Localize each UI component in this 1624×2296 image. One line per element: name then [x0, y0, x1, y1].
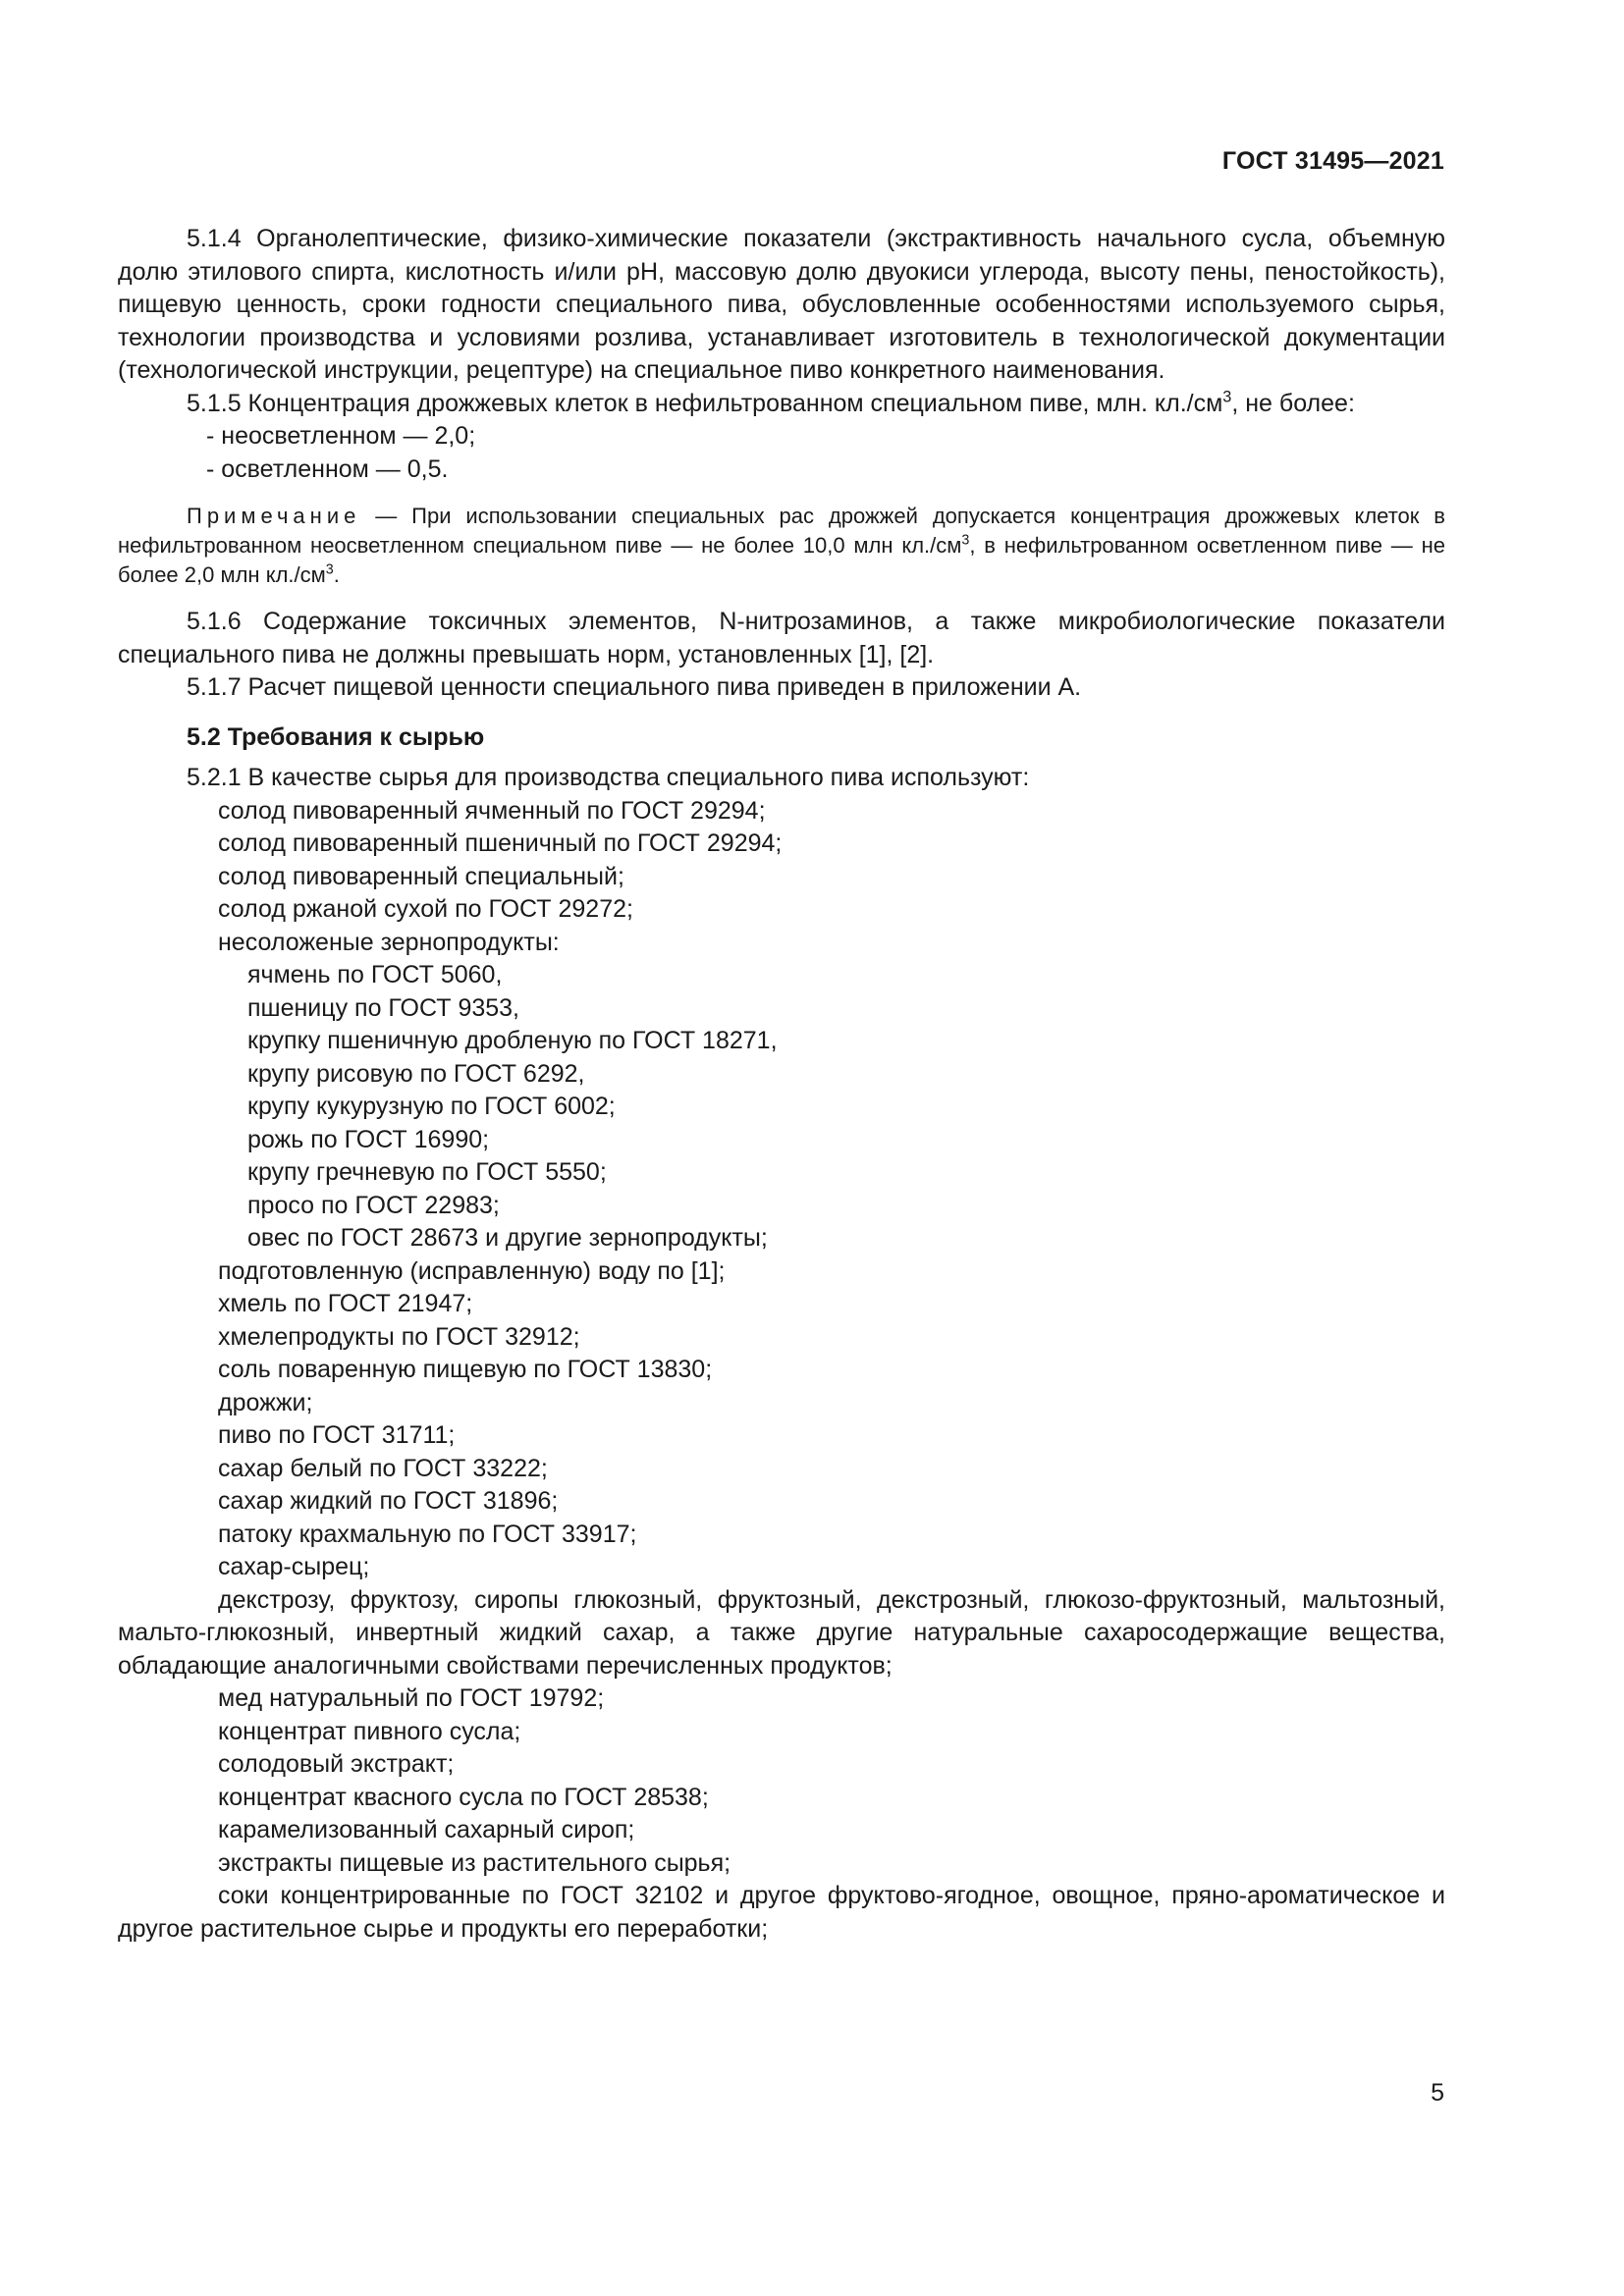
list-item: концентрат пивного сусла; [218, 1717, 521, 1745]
grain-list-item: пшеницу по ГОСТ 9353, [247, 993, 520, 1022]
paragraph-5-1-5-tail: , не более: [1231, 389, 1355, 417]
list-item: солодовый экстракт; [218, 1750, 455, 1778]
grain-list-item: рожь по ГОСТ 16990; [247, 1125, 490, 1153]
note-text-1: При использовании специальных рас дрожжей допускается концентрация дрожжевых клеток в нефильтрованном неосветленном специальном пиве — не более 10,0 млн кл./см [118, 504, 1445, 558]
list-item: подготовленную (исправленную) воду по [1]; [218, 1256, 726, 1285]
grain-list-item: просо по ГОСТ 22983; [247, 1191, 500, 1219]
superscript-3: 3 [1222, 387, 1232, 405]
list-item: экстракты пищевые из растительного сырья; [218, 1848, 731, 1877]
paragraph-5-1-7: 5.1.7 Расчет пищевой ценности специального пива приведен в приложении А. [187, 673, 1082, 701]
paragraph-5-2-1: 5.2.1 В качестве сырья для производства специального пива используют: [187, 764, 1030, 791]
list-item: патоку крахмальную по ГОСТ 33917; [218, 1520, 637, 1548]
paragraph-5-1-5 [118, 388, 1445, 421]
list-item: дрожжи; [218, 1388, 313, 1416]
list-item: соль поваренную пищевую по ГОСТ 13830; [218, 1356, 713, 1383]
grain-list-item: крупу гречневую по ГОСТ 5550; [247, 1158, 607, 1186]
list-item: солод пивоваренный ячменный по ГОСТ 29294; [218, 796, 766, 825]
note-dash: — [360, 504, 412, 528]
note-paragraph [118, 502, 1445, 590]
juices-paragraph: соки концентрированные по ГОСТ 32102 и другое фруктово-ягодное, овощное, пряно-ароматическое и другое растительное сырье и продукты его переработки; [118, 1882, 1445, 1943]
list-item: солод ржаной сухой по ГОСТ 29272; [218, 895, 633, 923]
paragraph-5-1-5-text: 5.1.5 Концентрация дрожжевых клеток в нефильтрованном специальном пиве, млн. кл./см [187, 389, 1223, 417]
grain-list-item: крупку пшеничную дробленую по ГОСТ 18271, [247, 1027, 778, 1054]
section-heading-5-2: 5.2 Требования к сырью [187, 722, 485, 751]
note-label: Примечание [187, 504, 361, 528]
note-superscript-2: 3 [325, 561, 334, 578]
grain-list-item: ячмень по ГОСТ 5060, [247, 961, 503, 988]
page-number: 5 [1431, 2079, 1444, 2107]
grain-list-item: крупу рисовую по ГОСТ 6292, [247, 1059, 585, 1088]
list-item: солод пивоваренный специальный; [218, 862, 624, 890]
note-superscript-1: 3 [961, 532, 970, 549]
grain-list-item: овес по ГОСТ 28673 и другие зернопродукты; [247, 1224, 768, 1252]
list-item: мед натуральный по ГОСТ 19792; [218, 1684, 605, 1712]
sugars-paragraph: декстрозу, фруктозу, сиропы глюкозный, фруктозный, декстрозный, глюкозо-фруктозный, мальтозный, мальто-глюкозный, инвертный жидкий сахар, а также другие натуральные сахаросодержащие вещества, обладающие аналогичными свойствами перечисленных продуктов; [118, 1585, 1445, 1680]
list-item: хмель по ГОСТ 21947; [218, 1290, 473, 1317]
list-item: карамелизованный сахарный сироп; [218, 1816, 635, 1843]
document-body [118, 223, 1445, 1946]
paragraph-5-1-6: 5.1.6 Содержание токсичных элементов, N-нитрозаминов, а также микробиологические показатели специального пива не должны превышать норм, установленных [1], [2]. [118, 608, 1445, 668]
list-item: несоложеные зернопродукты: [218, 928, 560, 956]
list-item: сахар белый по ГОСТ 33222; [218, 1454, 548, 1482]
note-text-2: , в нефильтрованном осветленном пиве — не более 2,0 млн кл./см [118, 533, 1445, 587]
list-item: пиво по ГОСТ 31711; [218, 1421, 456, 1449]
grain-list-item: крупу кукурузную по ГОСТ 6002; [247, 1093, 616, 1120]
list-item-clarified: - осветленном — 0,5. [206, 454, 449, 483]
note-text-3: . [333, 562, 340, 587]
list-item: солод пивоваренный пшеничный по ГОСТ 29294; [218, 829, 783, 857]
list-item: сахар-сырец; [218, 1553, 370, 1580]
document-id-header: ГОСТ 31495—2021 [1221, 147, 1444, 175]
list-item-unclarified: - неосветленном — 2,0; [206, 422, 476, 450]
list-item: хмелепродукты по ГОСТ 32912; [218, 1322, 580, 1351]
paragraph-5-1-4: 5.1.4 Органолептические, физико-химические показатели (экстрактивность начального сусла, объемную долю этилового спирта, кислотность и/или pH, массовую долю двуокиси углерода, высоту пены, пеностойкость), пищевую ценность, сроки годности специального пива, обусловленные особенностями используемого сырья, технологии производства и условиями розлива, устанавливает изготовитель в технологической документации (технологической инструкции, рецептуре) на специальное пиво конкретного наименования. [118, 225, 1445, 384]
list-item: сахар жидкий по ГОСТ 31896; [218, 1487, 559, 1515]
list-item: концентрат квасного сусла по ГОСТ 28538; [218, 1783, 709, 1811]
